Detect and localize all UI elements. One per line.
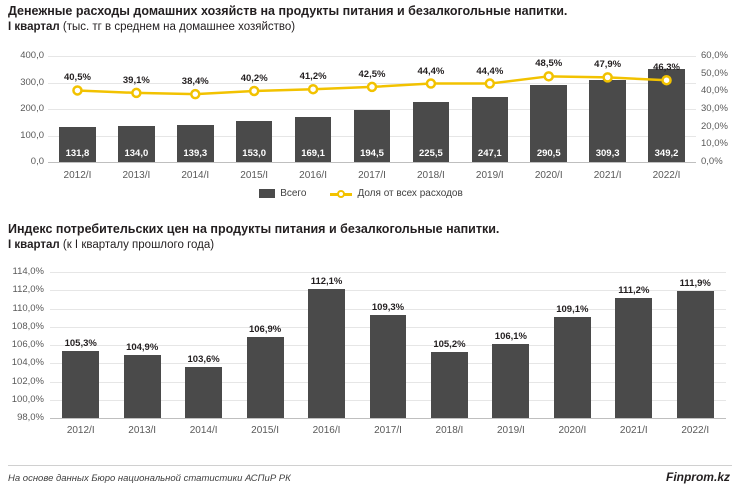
line-value-label: 48,5% <box>535 58 563 70</box>
y-axis-tick: 104,0% <box>11 357 44 369</box>
bar <box>554 317 591 418</box>
brand-watermark: Finprom.kz <box>665 470 730 484</box>
bar-value-label: 104,9% <box>126 342 159 354</box>
x-axis-category-label: 2020/I <box>534 170 563 181</box>
bar <box>615 298 652 418</box>
y-axis-tick-right: 10,0% <box>701 138 728 150</box>
x-axis-category-label: 2015/I <box>240 170 269 181</box>
chart2-header <box>8 222 499 253</box>
x-axis-line <box>50 418 726 419</box>
bar-value-label: 106,9% <box>248 323 282 335</box>
legend-bar-swatch <box>259 189 275 198</box>
x-axis-category-label: 2019/I <box>475 170 504 181</box>
chart-food-cpi <box>0 258 740 448</box>
x-axis-category-label: 2017/I <box>358 170 386 181</box>
y-axis-tick: 108,0% <box>11 320 44 332</box>
bar-value-label: 112,1% <box>310 276 343 288</box>
y-axis-tick: 110,0% <box>12 302 44 314</box>
y-axis-tick-right: 50,0% <box>701 67 728 79</box>
x-axis-category-label: 2018/I <box>435 425 464 436</box>
chart1-title: Денежные расходы домашних хозяйств на продукты питания и безалкогольные напитки. <box>8 4 568 18</box>
x-axis-category-label: 2016/I <box>312 425 341 436</box>
bar <box>308 289 345 418</box>
line-value-label: 42,5% <box>358 68 386 80</box>
x-axis-category-label: 2015/I <box>251 425 279 436</box>
bar <box>677 291 714 418</box>
x-axis-category-label: 2022/I <box>681 425 710 436</box>
y-axis-tick-right: 20,0% <box>701 120 728 132</box>
bar-value-label: 169,1 <box>301 148 325 159</box>
y-axis-tick-left: 0,0 <box>30 156 44 167</box>
y-axis-tick: 112,0% <box>12 284 44 296</box>
x-axis-category-label: 2017/I <box>374 425 402 436</box>
bar-value-label: 105,2% <box>433 339 466 351</box>
chart2-subtitle-rest: (к I кварталу прошлого года) <box>59 239 215 251</box>
x-axis-category-label: 2016/I <box>299 170 327 181</box>
bar-value-label: 109,1% <box>556 303 589 315</box>
bar-value-label: 139,3 <box>183 148 208 159</box>
x-axis-category-label: 2014/I <box>181 170 210 181</box>
x-axis-category-label: 2013/I <box>128 425 157 436</box>
line-value-label: 38,4% <box>181 76 209 88</box>
chart1-subtitle-rest: (тыс. тг в среднем на домашнее хозяйство) <box>59 21 296 33</box>
bar-value-label: 225,5 <box>419 148 443 159</box>
y-axis-tick-left: 100,0 <box>20 129 44 141</box>
y-axis-tick-right: 60,0% <box>701 50 728 61</box>
x-axis-category-label: 2012/I <box>63 170 92 181</box>
bar <box>185 367 222 418</box>
x-axis-category-label: 2022/I <box>652 170 681 181</box>
x-axis-category-label: 2019/I <box>496 425 525 436</box>
line-value-label: 40,5% <box>63 72 91 84</box>
y-axis-tick-left: 300,0 <box>20 76 44 88</box>
bar <box>492 344 529 418</box>
y-axis-tick-left: 200,0 <box>20 103 44 114</box>
bar-value-label: 103,6% <box>187 353 220 365</box>
bar-value-label: 109,3% <box>371 301 405 313</box>
line-value-label: 39,1% <box>122 74 150 86</box>
line-value-label: 47,9% <box>594 59 622 71</box>
chart2-title: Индекс потребительских цен на продукты питания и безалкогольные напитки. <box>8 222 500 236</box>
y-axis-tick: 98,0% <box>17 412 44 423</box>
x-axis-category-label: 2021/I <box>593 170 622 181</box>
y-axis-tick: 102,0% <box>11 375 44 387</box>
y-axis-tick: 106,0% <box>11 339 44 350</box>
x-axis-category-label: 2013/I <box>122 170 151 181</box>
line-value-label: 44,4% <box>476 65 504 77</box>
y-axis-tick-right: 30,0% <box>701 103 728 114</box>
chart1-legend <box>0 188 740 199</box>
x-axis-category-label: 2021/I <box>619 425 648 436</box>
legend-label: Доля от всех расходов <box>357 188 463 199</box>
bar <box>62 351 99 418</box>
bar-value-label: 153,0 <box>242 148 267 159</box>
chart2-subtitle-bold: I квартал <box>8 239 60 251</box>
chart2-subtitle <box>8 238 499 253</box>
y-axis-tick-right: 40,0% <box>701 85 728 97</box>
bar-value-label: 247,1 <box>477 148 502 159</box>
source-note: На основе данных Бюро национальной статистики АСПиР РК <box>8 473 291 484</box>
y-axis-tick: 114,0% <box>12 266 44 277</box>
bar-value-label: 309,3 <box>595 148 620 159</box>
bar-value-label: 111,2% <box>618 284 650 296</box>
y-axis-tick-left: 400,0 <box>20 50 44 61</box>
y-axis-tick: 100,0% <box>11 393 44 405</box>
chart1-subtitle-bold: I квартал <box>8 21 60 33</box>
x-axis-category-label: 2018/I <box>417 170 445 181</box>
bar-value-label: 194,5 <box>360 148 384 159</box>
bar-value-label: 290,5 <box>536 148 561 159</box>
bar-value-label: 106,1% <box>494 331 528 343</box>
line-value-label: 46,3% <box>653 62 680 74</box>
line-value-label: 44,4% <box>417 65 445 77</box>
footer-divider <box>8 465 732 466</box>
bar <box>124 355 161 418</box>
bar-value-label: 131,8 <box>65 148 90 159</box>
gridline <box>50 272 726 273</box>
chart1-subtitle <box>8 20 567 35</box>
bar <box>370 315 407 418</box>
bar-value-label: 111,9% <box>679 278 711 290</box>
line-value-label: 41,2% <box>299 71 327 83</box>
bar-value-label: 134,0 <box>124 148 149 159</box>
x-axis-category-label: 2020/I <box>558 425 587 436</box>
legend-item[interactable] <box>330 188 462 199</box>
legend-line-swatch <box>330 188 352 199</box>
chart1-header <box>8 4 567 35</box>
bar-value-label: 105,3% <box>64 338 97 350</box>
x-axis-category-label: 2012/I <box>66 425 95 436</box>
y-axis-tick-right: 0,0% <box>701 156 723 167</box>
bar <box>247 337 284 418</box>
bar-value-label: 349,2 <box>654 148 679 159</box>
legend-item[interactable] <box>259 188 306 199</box>
chart-household-food-expenses <box>0 34 740 204</box>
x-axis-category-label: 2014/I <box>189 425 218 436</box>
line-value-label: 40,2% <box>240 72 268 84</box>
bar <box>431 352 468 418</box>
legend-label: Всего <box>280 188 307 199</box>
